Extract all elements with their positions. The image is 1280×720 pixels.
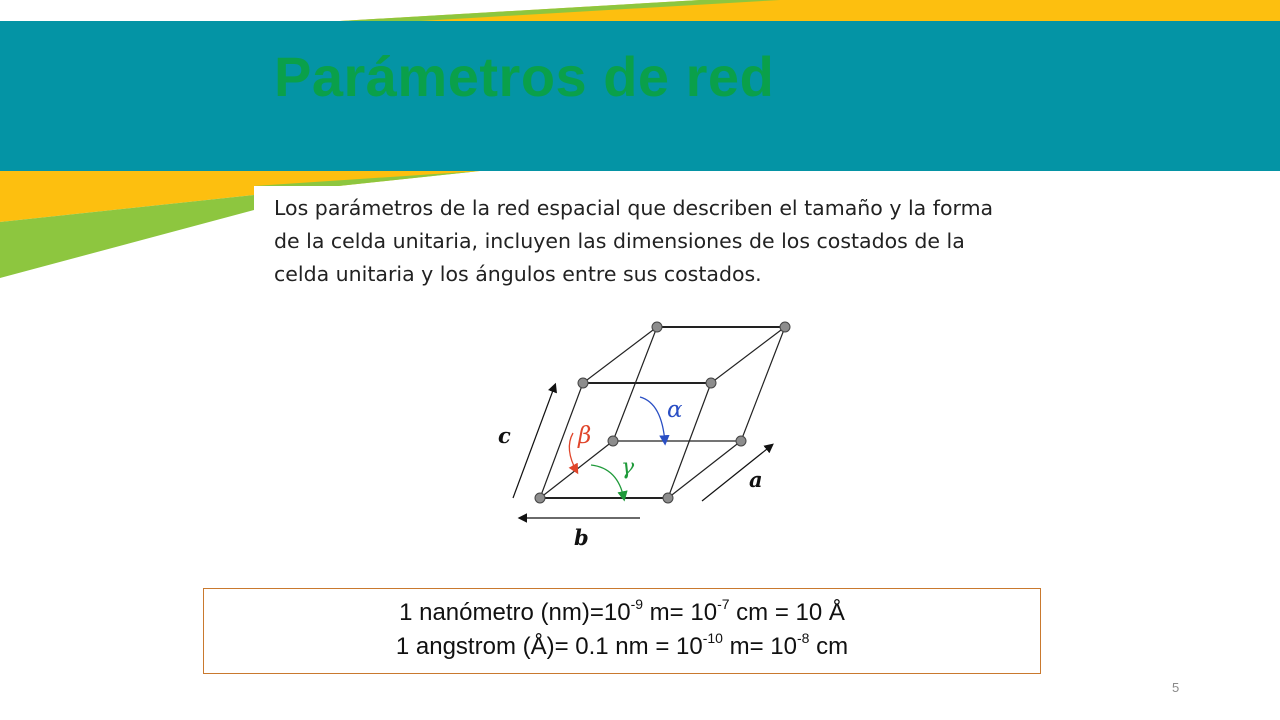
c-label: c [498, 423, 511, 448]
b-label: b [574, 525, 589, 550]
nm-text-3: cm = 10 Å [729, 599, 845, 626]
nm-text-2: m= 10 [643, 599, 718, 626]
page-number: 5 [1172, 680, 1180, 695]
alpha-label: α [667, 397, 683, 423]
nanometer-conversion [204, 596, 1040, 630]
a-text-2: m= 10 [722, 633, 797, 660]
nm-exp-2: -7 [717, 596, 730, 612]
unit-cell-diagram [490, 315, 810, 555]
angstrom-conversion [204, 630, 1040, 664]
gamma-arc [591, 465, 624, 499]
alpha-arc [640, 397, 665, 443]
unit-conversion-box [203, 588, 1041, 674]
beta-label: β [578, 423, 592, 449]
gamma-label: γ [621, 455, 635, 480]
intro-paragraph: Los parámetros de la red espacial que describen el tamaño y la forma de la celda unitaria, incluyen las dimensiones de los costados de la celda unitaria y los ángulos entre sus costados. [274, 196, 994, 286]
intro-text-box [254, 186, 1014, 290]
top-yellow-stripe [340, 0, 1280, 21]
beta-arc [569, 433, 577, 472]
c-axis-arrow [513, 385, 555, 498]
a-exp-1: -10 [702, 630, 723, 646]
a-exp-2: -8 [796, 630, 810, 646]
a-text-1: 1 angstrom (Å)= 0.1 nm = 10 [395, 633, 703, 660]
nm-exp-1: -9 [630, 596, 644, 612]
a-text-3: cm [809, 633, 849, 660]
a-label: a [749, 467, 763, 492]
slide-title: Parámetros de red [274, 45, 775, 108]
nm-text-1: 1 nanómetro (nm)=10 [399, 599, 631, 626]
